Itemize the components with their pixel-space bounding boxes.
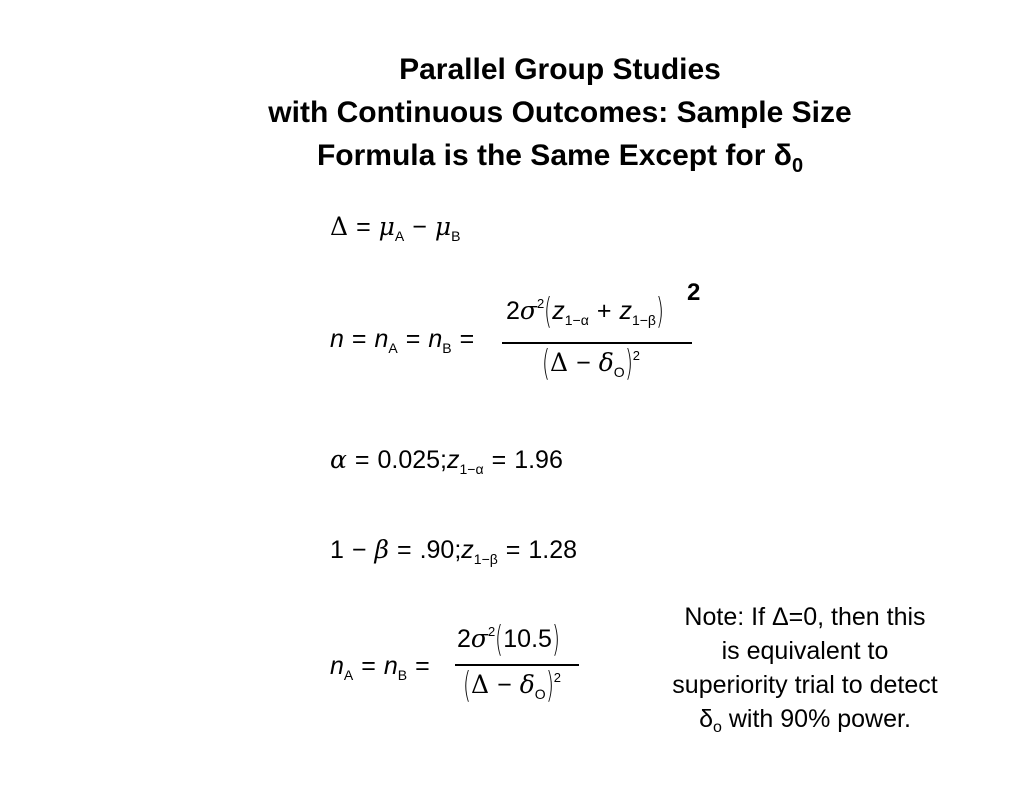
den-minus-sign: − — [497, 671, 512, 699]
note-box — [640, 600, 970, 736]
one: 1 — [330, 536, 344, 564]
fraction-denominator: $(\Delta - \delta_O)^2$ — [542, 343, 640, 384]
power-value: .90; — [419, 536, 462, 564]
beta-symbol: β — [374, 535, 389, 564]
note-line-3: superiority trial to detect — [672, 671, 938, 699]
final-numerator: $2\sigma^2(10.5)$ — [457, 619, 560, 660]
n-symbol: n — [330, 325, 344, 353]
note-line-1: Note: If Δ=0, then this — [684, 603, 926, 631]
minus-sign: − — [412, 213, 427, 241]
title-line-2: with Continuous Outcomes: Sample Size — [268, 96, 852, 129]
z-symbol-1: z — [552, 297, 565, 325]
title-line-1: Parallel Group Studies — [399, 53, 721, 86]
sigma-squared: 2 — [487, 624, 496, 639]
subscript-a: A — [388, 340, 398, 356]
den-minus-sign: − — [576, 349, 591, 377]
mu-symbol: μ — [378, 212, 395, 241]
coefficient-two: 2 — [457, 625, 471, 653]
den-small-delta: δ — [598, 348, 614, 377]
note-line-4-text: with 90% power. — [721, 705, 911, 733]
n-b-symbol: n — [383, 652, 398, 680]
subscript-b: B — [442, 340, 452, 356]
sigma-symbol: σ — [470, 624, 488, 653]
minus-sign: − — [351, 536, 367, 564]
z-sub-alpha: 1−α — [564, 312, 589, 328]
n-a-symbol: n — [330, 652, 344, 680]
mu-symbol-b: μ — [434, 212, 452, 241]
den-subscript-o: O — [534, 686, 546, 702]
alpha-value: 0.025; — [377, 446, 448, 474]
outer-exponent: 2 — [687, 279, 701, 306]
subscript-a: A — [343, 667, 354, 683]
equals-sign-2: = — [405, 325, 421, 353]
coefficient-two: 2 — [506, 297, 520, 325]
sigma-symbol: σ — [519, 296, 537, 325]
den-squared: 2 — [553, 670, 561, 685]
fraction-bar — [502, 342, 692, 344]
delta-symbol: Δ — [330, 212, 349, 241]
z-subscript: 1−β — [473, 551, 498, 567]
equals-sign-2: = — [415, 652, 430, 680]
z-sub-beta: 1−β — [631, 312, 656, 328]
equals-sign-3: = — [459, 325, 475, 353]
numerator-value: 10.5 — [503, 625, 552, 653]
final-denominator: $(\Delta - \delta_O)^2$ — [463, 665, 561, 706]
fraction-numerator: $2\sigma^2(z_{1-\alpha} + z_{1-\beta})$ — [506, 291, 664, 332]
note-line-2: is equivalent to — [721, 637, 889, 665]
n-a-symbol: n — [374, 325, 389, 353]
den-small-delta: δ — [519, 670, 535, 699]
z-symbol-2: z — [619, 297, 632, 325]
den-delta-symbol: Δ — [550, 348, 569, 377]
n-b-symbol: n — [428, 325, 443, 353]
z-subscript: 1−α — [459, 461, 484, 477]
equals-sign-2: = — [491, 446, 507, 474]
subscript-a: A — [394, 228, 405, 244]
equation-delta-definition — [330, 212, 460, 242]
equals-sign: = — [356, 213, 371, 241]
final-fraction-bar — [455, 664, 579, 666]
equals-sign-1: = — [361, 652, 376, 680]
equation-power — [330, 535, 577, 565]
z-symbol: z — [461, 536, 474, 564]
equation-alpha — [330, 445, 563, 475]
equals-sign: = — [354, 446, 370, 474]
den-subscript-o: O — [613, 364, 625, 380]
den-squared: 2 — [632, 348, 640, 363]
note-line-4 — [640, 702, 970, 736]
subscript-b: B — [397, 667, 408, 683]
den-delta-symbol: Δ — [471, 670, 490, 699]
title-line-3-subscript: 0 — [791, 155, 804, 177]
title-line-3-text: Formula is the Same Except for δ — [316, 139, 792, 172]
slide-title — [150, 48, 970, 177]
equals-sign-2: = — [505, 536, 521, 564]
plus-sign: + — [596, 297, 612, 325]
equals-sign: = — [396, 536, 412, 564]
z-symbol: z — [447, 446, 460, 474]
subscript-b: B — [451, 228, 461, 244]
equals-sign-1: = — [351, 325, 367, 353]
note-delta-subscript: o — [713, 719, 722, 736]
alpha-symbol: α — [330, 445, 347, 474]
note-delta: δ — [699, 705, 713, 733]
z-value: 1.96 — [514, 446, 563, 474]
equation-sample-size — [330, 325, 482, 354]
sigma-squared: 2 — [536, 296, 545, 311]
z-value: 1.28 — [528, 536, 578, 564]
title-line-3 — [150, 134, 970, 177]
equation-final — [330, 652, 438, 681]
